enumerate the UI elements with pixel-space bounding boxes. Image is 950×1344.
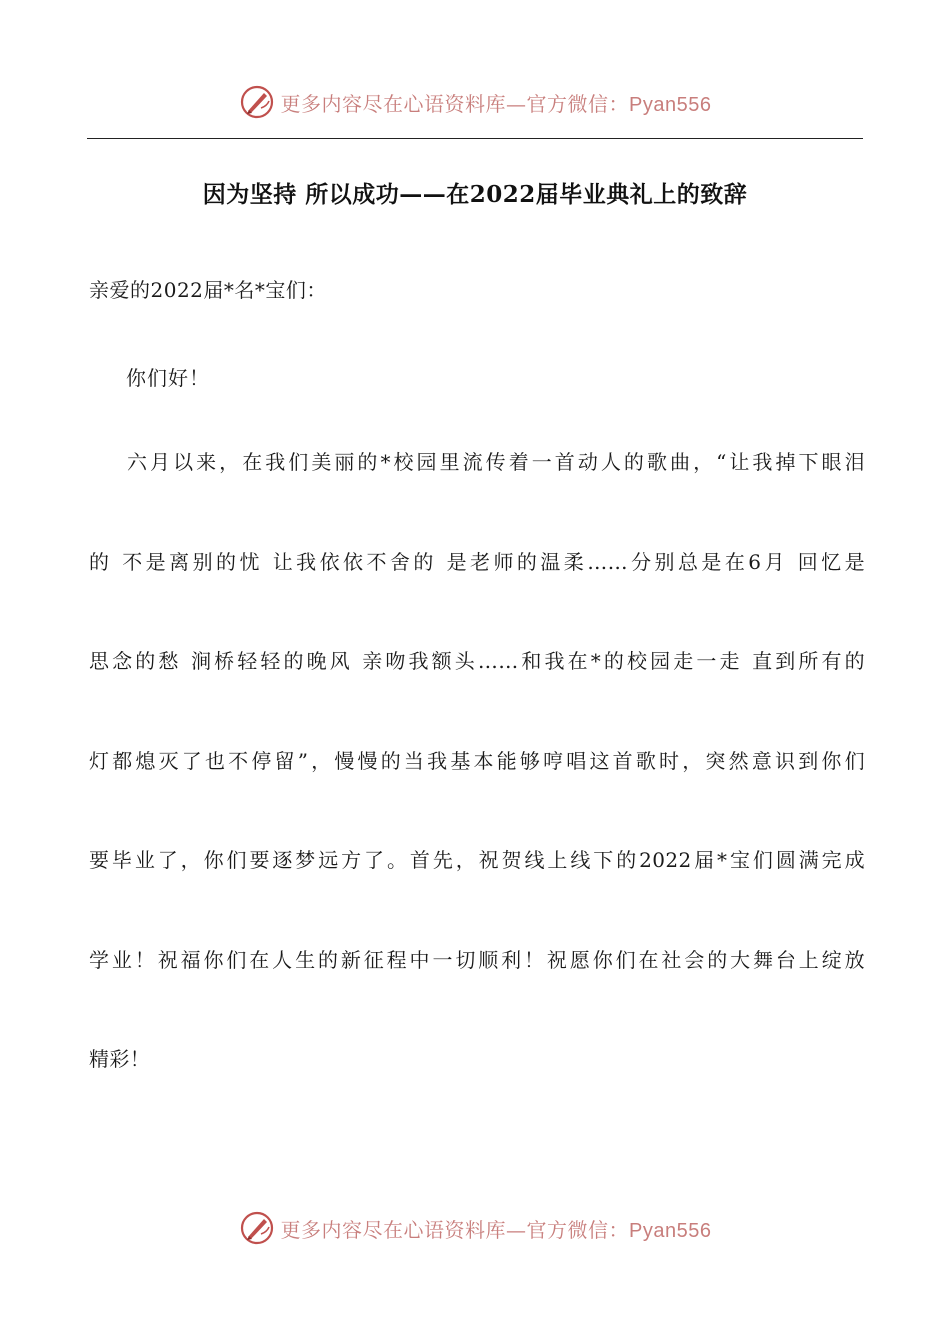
header-banner (0, 84, 950, 120)
pen-logo-icon (239, 84, 275, 120)
banner-label: 更多内容尽在心语资料库—官方微信： (280, 91, 630, 116)
greeting: 你们好！ (126, 366, 210, 390)
banner-label: 更多内容尽在心语资料库—官方微信： (280, 1217, 630, 1242)
document-title: 因为坚持 所以成功——在2022届毕业典礼上的致辞 (202, 181, 748, 208)
banner-text (281, 88, 712, 117)
salutation: 亲爱的2022届*名*宝们： (89, 278, 327, 302)
banner-text (281, 1214, 712, 1243)
wechat-id: Pyan556 (629, 1219, 712, 1242)
paragraph-line: 的 不是离别的忧 让我依依不舍的 是老师的温柔……分别总是在6月 回忆是 (89, 549, 865, 574)
speech-paragraph (89, 445, 865, 1142)
paragraph-line: 精彩！ (89, 1047, 151, 1071)
pen-logo-icon (239, 1210, 275, 1246)
wechat-id: Pyan556 (629, 93, 712, 116)
header-divider (87, 138, 863, 139)
paragraph-line: 灯都熄灭了也不停留”，慢慢的当我基本能够哼唱这首歌时，突然意识到你们 (89, 748, 865, 773)
footer-banner (0, 1210, 950, 1246)
paragraph-line: 要毕业了，你们要逐梦远方了。首先，祝贺线上线下的2022届*宝们圆满完成 (89, 848, 865, 872)
paragraph-line: 学业！祝福你们在人生的新征程中一切顺利！祝愿你们在社会的大舞台上绽放 (89, 947, 865, 972)
paragraph-line: 六月以来，在我们美丽的*校园里流传着一首动人的歌曲，“让我掉下眼泪 (127, 450, 865, 474)
paragraph-line: 思念的愁 涧桥轻轻的晚风 亲吻我额头……和我在*的校园走一走 直到所有的 (89, 649, 865, 673)
